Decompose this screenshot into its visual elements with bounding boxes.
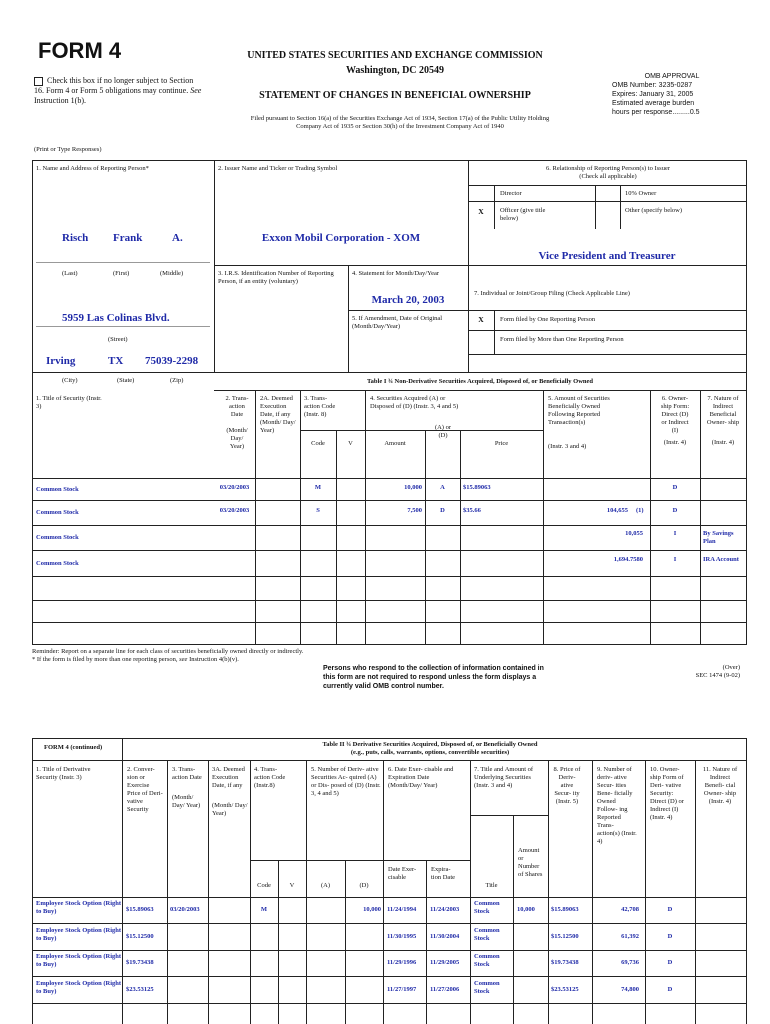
- filed-pursuant: Filed pursuant to Section 16(a) of the Securities Exchange Act of 1934, Section 17(a) of the Public Utility Holding Company Act of 1935 or Section 30(h) of the Investment Company Act of 1940: [250, 115, 550, 130]
- reminder: Reminder: Report on a separate line for each class of securities beneficially owned directly or indirectly.: [32, 648, 304, 655]
- t2-c3a-header: [212, 766, 248, 818]
- t2-d: 10,000: [363, 906, 381, 913]
- star-note: [32, 656, 239, 664]
- t1-ad: A: [440, 484, 445, 491]
- t2-expir-header: Expira- tion Date: [431, 866, 456, 881]
- t2-exer: 11/27/1997: [387, 986, 417, 993]
- over-label: (Over): [722, 664, 740, 671]
- omb-approval-box: [612, 72, 732, 117]
- t1-owned: 10,055: [625, 530, 643, 537]
- reporter-first: Frank: [113, 232, 143, 244]
- t2-form: D: [667, 906, 673, 913]
- t2-ul: Common Stock: [474, 980, 500, 995]
- director-option[interactable]: Director: [500, 190, 522, 197]
- t1-owned: 1,694.7580: [613, 556, 643, 563]
- t2-conv: $15.89063: [126, 906, 154, 913]
- t1-code-header: Code: [311, 440, 325, 447]
- box7-label: 7. Individual or Joint/Group Filing (Check Applicable Line): [474, 290, 630, 297]
- t1-nature: IRA Account: [703, 556, 739, 563]
- t2-c2-header: 2. Conver- sion or Exercise Price of Deri- vative Security: [127, 766, 163, 813]
- t1-amount: 7,500: [407, 507, 422, 514]
- checkbox-instr: Instruction 1(b).: [34, 96, 86, 105]
- t1-col6-label: 6. Owner- ship Form: Direct (D) or Indirect (I): [660, 395, 690, 434]
- t2-owned: 61,392: [621, 933, 639, 940]
- t2-exer: 11/24/1994: [387, 906, 417, 913]
- box4-label: 4. Statement for Month/Day/Year: [352, 270, 440, 277]
- star-note-see: see: [179, 656, 188, 663]
- t2-code-header: Code: [257, 882, 271, 889]
- state-label: (State): [117, 377, 135, 384]
- table2-title: [260, 741, 600, 757]
- t1-price: $35.66: [463, 507, 481, 514]
- box2-label: 2. Issuer Name and Ticker or Trading Symbol: [218, 165, 338, 172]
- t2-amt-header: Amount or Number of Shares: [518, 847, 543, 878]
- t2-d-header: (D): [359, 882, 369, 889]
- t2-c5-header: 5. Number of Deriv- ative Securities Ac- quired (A) or Dis- posed of (D) (Instr. 3, 4 and 5): [311, 766, 381, 797]
- omb-notice: Persons who respond to the collection of information contained in this form are not required to respond unless the form displays a currently valid OMB control number.: [323, 665, 544, 690]
- checkbox-text: Check this box if no longer subject to Section 16. Form 4 or Form 5 obligations may continue.: [34, 76, 194, 95]
- t1-title: Common Stock: [36, 560, 79, 567]
- t1-aord-header: (A) or (D): [434, 424, 452, 439]
- omb-number: OMB Number: 3235-0287: [612, 82, 693, 89]
- t1-col5-header: [548, 395, 618, 451]
- t2-c3-label: 3. Trans- action Date: [172, 766, 202, 781]
- t1-price: $15.89063: [463, 484, 491, 491]
- t1-form: D: [672, 484, 678, 491]
- t2-price: $15.89063: [551, 906, 579, 913]
- box1-label: 1. Name and Address of Reporting Person*: [36, 165, 149, 172]
- box5-label: 5. If Amendment, Date of Original (Month/Day/Year): [352, 315, 443, 330]
- star-note-text: * If the form is filed by more than one reporting person,: [32, 656, 178, 663]
- t2-ul: Common Stock: [474, 927, 500, 942]
- city-label: (City): [62, 377, 78, 384]
- first-label: (First): [113, 270, 130, 277]
- t2-exer: 11/30/1995: [387, 933, 417, 940]
- t1-col2-label: 2. Trans- action Date: [225, 395, 249, 418]
- t2-c11-header: 11. Nature of Indirect Benefi- cial Owner- ship (Instr. 4): [702, 766, 738, 805]
- t1-col4-header: 4. Securities Acquired (A) or Disposed of (D) (Instr. 3, 4 and 5): [370, 395, 459, 410]
- print-type: (Print or Type Responses): [34, 146, 102, 153]
- one-person-option[interactable]: Form filed by One Reporting Person: [500, 316, 596, 323]
- t2-exer-header: Date Exer- cisable: [388, 866, 417, 881]
- middle-label: (Middle): [160, 270, 184, 277]
- street-label: (Street): [108, 336, 128, 343]
- reporter-city: Irving: [46, 355, 76, 367]
- t2-title: Employee Stock Option (Right to Buy): [36, 980, 122, 995]
- t2-price: $19.73438: [551, 959, 579, 966]
- t1-form: I: [673, 556, 677, 563]
- t2-c3-sub: (Month/ Day/ Year): [172, 794, 201, 809]
- t2-c1-header: 1. Title of Derivative Security (Instr. 3): [36, 766, 91, 781]
- t1-title: Common Stock: [36, 534, 79, 541]
- t1-amount: 10,000: [404, 484, 422, 491]
- t1-col5-label: 5. Amount of Securities Beneficially Owned Following Reported Transaction(s): [548, 395, 610, 426]
- t2-price: $15.12500: [551, 933, 579, 940]
- t1-col2a-header: 2A. Deemed Execution Date, if any (Month/ Day/ Year): [260, 395, 296, 434]
- t1-col7-header: [700, 395, 746, 447]
- box6-label: [470, 165, 746, 181]
- statement-date: March 20, 2003: [371, 294, 445, 306]
- no-longer-subject-checkbox[interactable]: [34, 76, 204, 106]
- box3-label: 3. I.R.S. Identification Number of Reporting Person, if an entity (voluntary): [218, 270, 334, 285]
- sec-code: SEC 1474 (9-02): [695, 672, 740, 679]
- t1-owned: 104,655: [606, 507, 628, 514]
- table1-title: Table I ¾ Non-Derivative Securities Acquired, Disposed of, or Beneficially Owned: [366, 378, 594, 385]
- t1-col7-sub: (Instr. 4): [711, 439, 735, 446]
- multi-person-option[interactable]: Form filed by More than One Reporting Person: [500, 336, 624, 343]
- t2-conv: $15.12500: [126, 933, 154, 940]
- t1-col1-header: 1. Title of Security (Instr. 3): [36, 395, 102, 410]
- t2-conv: $23.53125: [126, 986, 154, 993]
- t2-price: $23.53125: [551, 986, 579, 993]
- t2-c9-header: 9. Number of deriv- ative Secur- ities Bene- ficially Owned Follow- ing Reported Trans- action(s) (Instr. 4): [597, 766, 637, 845]
- t1-col7-label: 7. Nature of Indirect Beneficial Owner- ship: [706, 395, 740, 426]
- t2-exp: 11/24/2003: [430, 906, 460, 913]
- reporter-last: Risch: [62, 232, 89, 244]
- last-label: (Last): [62, 270, 78, 277]
- t1-col2-header: [214, 395, 255, 451]
- t2-exp: 11/30/2004: [430, 933, 460, 940]
- officer-option[interactable]: Officer (give title below): [500, 207, 546, 222]
- star-note-instr: Instruction 4(b)(v).: [189, 656, 239, 663]
- t1-footnote: (1): [636, 507, 644, 514]
- table2-subtitle: (e.g., puts, calls, warrants, options, convertible securities): [350, 749, 510, 756]
- t2-owned: 74,800: [621, 986, 639, 993]
- t2-form: D: [667, 959, 673, 966]
- t2-conv: $19.73438: [126, 959, 154, 966]
- t2-c6-header: 6. Date Exer- cisable and Expiration Date (Month/Day/ Year): [388, 766, 454, 789]
- t1-date: 03/20/2003: [219, 507, 250, 514]
- t1-col3-header: 3. Trans- action Code (Instr. 8): [304, 395, 336, 418]
- t2-ul: Common Stock: [474, 953, 500, 968]
- issuer-name: Exxon Mobil Corporation - XOM: [261, 232, 421, 244]
- table2-title-text: Table II ¾ Derivative Securities Acquired, Disposed of, or Beneficially Owned: [322, 741, 538, 748]
- t1-code: S: [316, 507, 320, 514]
- form-title: FORM 4: [38, 38, 122, 63]
- t2-title: Employee Stock Option (Right to Buy): [36, 900, 122, 915]
- t1-col6-sub: (Instr. 4): [663, 439, 687, 446]
- t1-price-header: Price: [494, 440, 509, 447]
- agency-name: UNITED STATES SECURITIES AND EXCHANGE COMMISSION: [247, 50, 543, 61]
- t2-ul: Common Stock: [474, 900, 500, 915]
- officer-mark[interactable]: X: [478, 207, 484, 216]
- t1-form: I: [673, 530, 677, 537]
- t1-col5-sub: (Instr. 3 and 4): [548, 443, 587, 450]
- t2-title-header: Title: [485, 882, 498, 889]
- other-option[interactable]: Other (specify below): [625, 207, 683, 214]
- t2-a-header: (A): [320, 882, 331, 889]
- t2-shares: 10,000: [517, 906, 535, 913]
- reporter-street: 5959 Las Colinas Blvd.: [62, 312, 170, 324]
- reporter-state: TX: [108, 355, 124, 367]
- t2-form: D: [667, 933, 673, 940]
- zip-label: (Zip): [170, 377, 184, 384]
- t2-title: Employee Stock Option (Right to Buy): [36, 953, 122, 968]
- t1-date: 03/20/2003: [219, 484, 250, 491]
- t2-c4-header: 4. Trans- action Code (Instr.8): [254, 766, 286, 789]
- t1-v-header: V: [348, 440, 353, 447]
- t1-title: Common Stock: [36, 509, 79, 516]
- t2-title: Employee Stock Option (Right to Buy): [36, 927, 122, 942]
- t1-col2-sub: (Month/ Day/ Year): [226, 427, 248, 450]
- t2-c3a-sub: (Month/ Day/ Year): [212, 802, 248, 817]
- box6-sub: (Check all applicable): [579, 173, 637, 180]
- t2-exp: 11/29/2005: [430, 959, 460, 966]
- t1-form: D: [672, 507, 678, 514]
- t1-code: M: [314, 484, 322, 491]
- t1-ad: D: [440, 507, 445, 514]
- t1-col6-header: [650, 395, 700, 447]
- agency-city: Washington, DC 20549: [345, 65, 445, 76]
- t2-date: 03/20/2003: [170, 906, 200, 913]
- omb-hours: hours per response.........0.5: [612, 109, 700, 116]
- t2-owned: 69,736: [621, 959, 639, 966]
- t2-c3-header: [172, 766, 204, 810]
- reporter-middle: A.: [172, 232, 183, 244]
- t1-amount-header: Amount: [384, 440, 406, 447]
- checkbox-box[interactable]: [34, 77, 43, 86]
- t2-c10-header: 10. Owner- ship Form of Deri- vative Security: Direct (D) or Indirect (I) (Instr. 4): [650, 766, 684, 821]
- omb-burden: Estimated average burden: [612, 100, 695, 107]
- one-person-mark[interactable]: X: [478, 315, 484, 324]
- t2-code: M: [260, 906, 268, 913]
- officer-title: Vice President and Treasurer: [538, 250, 676, 262]
- checkbox-see: See: [190, 86, 202, 95]
- t2-owned: 42,708: [621, 906, 639, 913]
- box6-title: 6. Relationship of Reporting Person(s) to Issuer: [545, 165, 671, 172]
- t2-c8-header: 8. Price of Deriv- ative Secur- ity (Instr. 5): [553, 766, 581, 805]
- form4-continued: FORM 4 (continued): [44, 744, 103, 751]
- t1-nature: By Savings Plan: [703, 530, 734, 545]
- ten-pct-option[interactable]: 10% Owner: [625, 190, 657, 197]
- omb-expires: Expires: January 31, 2005: [612, 91, 694, 98]
- statement-title: STATEMENT OF CHANGES IN BENEFICIAL OWNERSHIP: [259, 90, 531, 101]
- t2-v-header: V: [289, 882, 295, 889]
- t1-title: Common Stock: [36, 486, 79, 493]
- t2-c3a-label: 3A. Deemed Execution Date, if any: [212, 766, 245, 789]
- t2-form: D: [667, 986, 673, 993]
- t2-c7-header: 7. Title and Amount of Underlying Securities (Instr. 3 and 4): [474, 766, 534, 789]
- t2-exer: 11/29/1996: [387, 959, 417, 966]
- omb-title: OMB APPROVAL: [644, 73, 700, 80]
- t2-exp: 11/27/2006: [430, 986, 460, 993]
- reporter-zip: 75039-2298: [145, 355, 199, 367]
